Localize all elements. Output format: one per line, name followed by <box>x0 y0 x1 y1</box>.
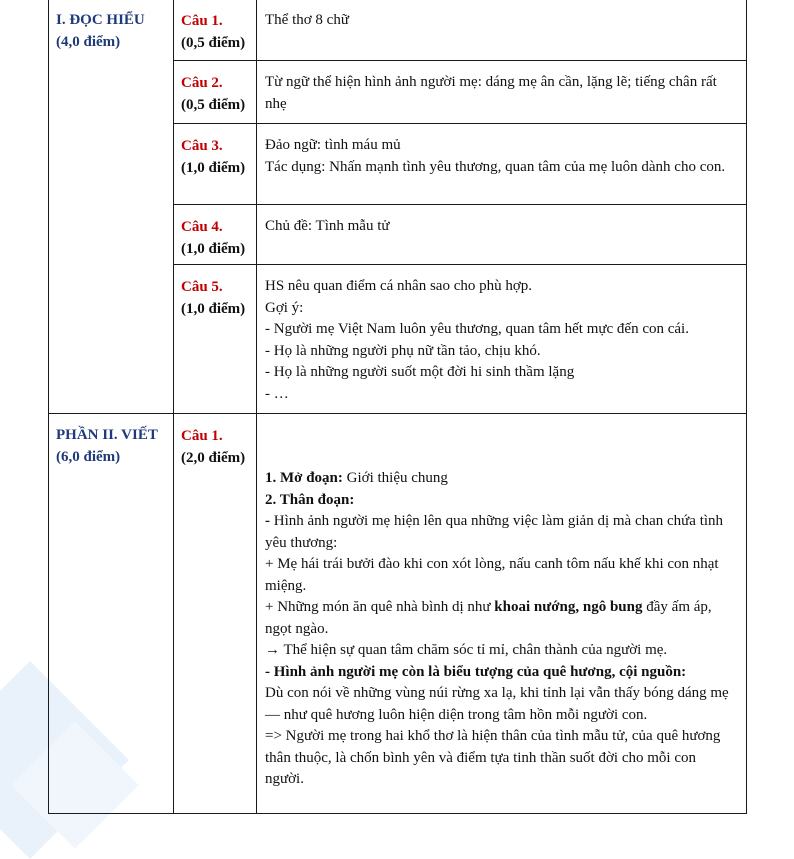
section-reading <box>49 0 174 414</box>
answer-line: - Họ là những người phụ nữ tần tảo, chịu khó. <box>265 342 541 359</box>
answer-line: Từ ngữ thể hiện hình ảnh người mẹ: dáng mẹ ân cần, lặng lẽ; tiếng chân rất nhẹ <box>265 74 717 112</box>
question-points: (1,0 điểm) <box>181 300 246 317</box>
table-row <box>49 414 747 814</box>
text: + Những món ăn quê nhà bình dị như <box>265 599 495 615</box>
question-label: Câu 5. <box>181 279 223 295</box>
answer-line <box>265 490 738 512</box>
table-row <box>49 0 747 61</box>
answer-line <box>265 597 738 640</box>
question-cell <box>174 205 257 265</box>
question-points: (1,0 điểm) <box>181 159 246 176</box>
answer-line: Tác dụng: Nhấn mạnh tình yêu thương, quan tâm của mẹ luôn dành cho con. <box>265 158 726 175</box>
section-points: (6,0 điểm) <box>56 448 121 465</box>
answer-line: + Mẹ hái trái bưởi đào khi con xót lòng, nấu canh tôm nấu khế khi con nhạt miệng. <box>265 556 719 594</box>
text: Giới thiệu chung <box>342 470 448 486</box>
emphasis-bold: khoai nướng, ngô bung <box>494 599 643 615</box>
answer-cell <box>257 61 747 124</box>
question-label: Câu 1. <box>181 13 223 29</box>
answer-line: → Thể hiện sự quan tâm chăm sóc tỉ mỉ, chân thành của người mẹ. <box>265 642 668 658</box>
question-points: (1,0 điểm) <box>181 240 246 257</box>
question-points: (0,5 điểm) <box>181 34 246 51</box>
answer-key-table <box>48 0 747 814</box>
heading-bold: 1. Mở đoạn: <box>265 470 343 486</box>
question-cell <box>174 414 257 814</box>
answer-line: Dù con nói về những vùng núi rừng xa lạ, khi tỉnh lại vẫn thấy bóng dáng mẹ — như quê hương luôn hiện diện trong tâm hồn mỗi người con. <box>265 685 729 723</box>
answer-cell <box>257 414 747 814</box>
question-cell <box>174 61 257 124</box>
answer-line: - Họ là những người suốt một đời hi sinh thầm lặng <box>265 364 575 380</box>
answer-line: Đảo ngữ: tình máu mủ <box>265 137 401 153</box>
question-label: Câu 2. <box>181 75 223 91</box>
blank-space <box>265 425 738 468</box>
answer-cell <box>257 265 747 414</box>
text: đầy ấm áp, ngọt ngào. <box>265 599 712 637</box>
question-points: (2,0 điểm) <box>181 449 246 466</box>
answer-line <box>265 662 738 684</box>
question-cell <box>174 124 257 205</box>
answer-cell <box>257 124 747 205</box>
answer-cell <box>257 0 747 61</box>
answer-line: - … <box>265 385 289 402</box>
heading-bold: - Hình ảnh người mẹ còn là biểu tượng của quê hương, cội nguồn: <box>265 663 687 680</box>
answer-line: Thể thơ 8 chữ <box>265 12 349 28</box>
answer-line <box>265 511 738 554</box>
heading-bold: 2. Thân đoạn: <box>265 491 355 508</box>
answer-line: - Người mẹ Việt Nam luôn yêu thương, quan tâm hết mực đến con cái. <box>265 321 689 337</box>
question-label: Câu 3. <box>181 138 223 154</box>
question-cell <box>174 265 257 414</box>
section-points: (4,0 điểm) <box>56 33 121 50</box>
text: Hình ảnh người mẹ hiện lên qua những việc làm giản dị mà chan chứa tình yêu thương: <box>265 513 724 551</box>
answer-line: => Người mẹ trong hai khổ thơ là hiện thân của tình mẫu tử, của quê hương thân thuộc, là chốn bình yên và điểm tựa tinh thần suốt đời cho mỗi con người. <box>265 728 721 787</box>
question-cell <box>174 0 257 61</box>
section-writing <box>49 414 174 814</box>
answer-line <box>265 468 738 490</box>
question-points: (0,5 điểm) <box>181 96 246 113</box>
section-title: PHẦN II. VIẾT <box>56 427 158 443</box>
question-label: Câu 4. <box>181 219 223 235</box>
answer-line: Gợi ý: <box>265 299 304 316</box>
answer-line: HS nêu quan điểm cá nhân sao cho phù hợp. <box>265 278 533 294</box>
answer-cell <box>257 205 747 265</box>
bullet-dash: - <box>265 513 270 529</box>
section-title: I. ĐỌC HIỂU <box>56 12 145 28</box>
question-label: Câu 1. <box>181 428 223 444</box>
answer-line: Chủ đề: Tình mẫu tử <box>265 218 390 234</box>
